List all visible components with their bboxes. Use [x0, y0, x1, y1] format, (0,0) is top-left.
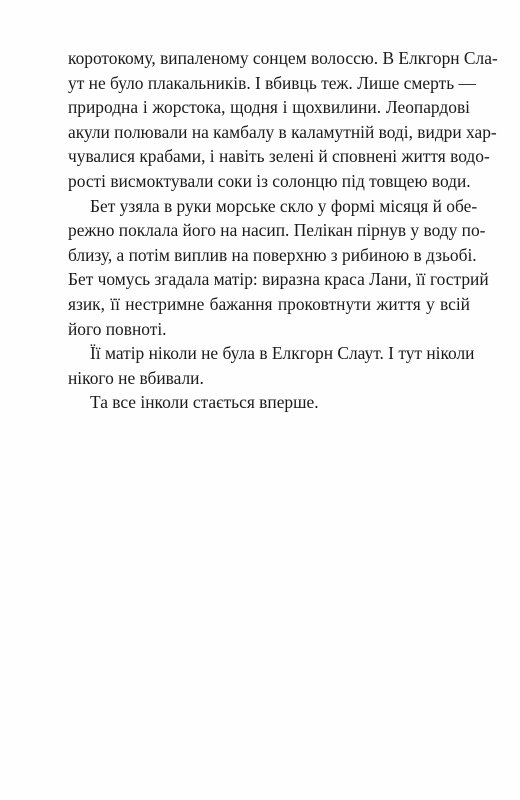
text-line: Та все інколи стається вперше. — [90, 392, 319, 413]
text-line: режно поклала його на насип. Пелікан пірнув у воду по- — [68, 220, 486, 241]
text-line: чувалися крабами, і навіть зелені й сповнені життя водо- — [68, 146, 490, 167]
text-line: язик, її нестримне бажання проковтнути життя у всій — [68, 293, 470, 314]
text-line: акули полювали на камбалу в каламутній воді, видри хар- — [68, 121, 497, 142]
body-text — [68, 46, 498, 415]
text-line: Бет чомусь згадала матір: виразна краса Лани, її гострий — [68, 269, 489, 290]
text-line: ут не було плакальників. І вбивць теж. Лише смерть — — [68, 72, 476, 93]
text-line: коротокому, випаленому сонцем волоссю. В Елкгорн Сла- — [68, 48, 498, 68]
text-line: природна і жорстока, щодня і щохвилини. Леопардові — [68, 97, 470, 118]
text-line: нікого не вбивали. — [68, 367, 204, 388]
text-line: близу, а потім виплив на поверхню з рибиною в дзьобі. — [68, 244, 477, 265]
text-line: його повноті. — [68, 318, 167, 339]
text-line: Її матір ніколи не була в Елкгорн Слаут. І тут ніколи — [90, 343, 475, 364]
text-line: рості висмоктували соки із солонцю під товщею води. — [68, 170, 471, 191]
text-line: Бет узяла в руки морське скло у формі місяця й обе- — [90, 195, 478, 216]
